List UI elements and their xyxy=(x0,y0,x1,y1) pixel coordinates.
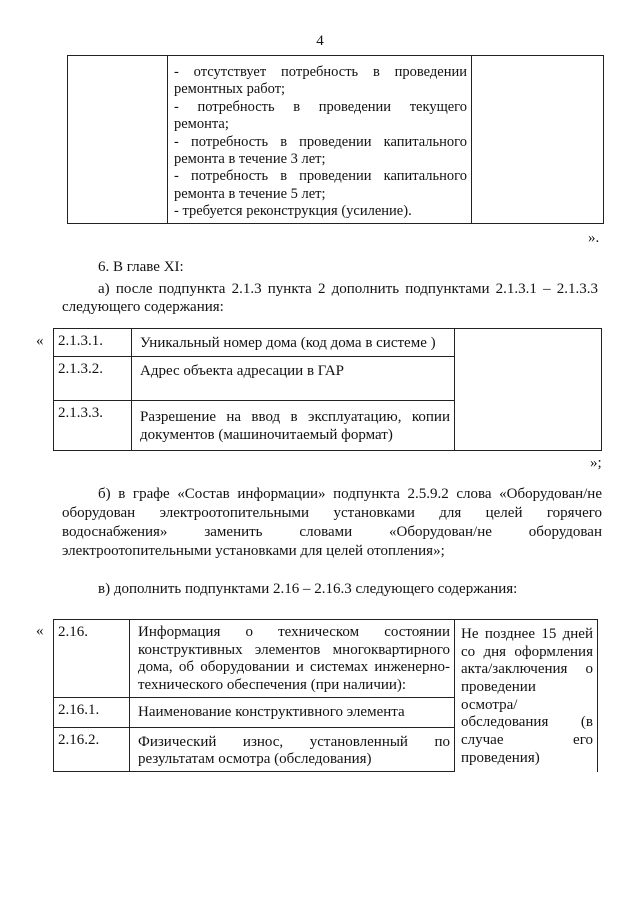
row-text-line: результатам осмотра (обследования) xyxy=(138,751,372,768)
page-number: 4 xyxy=(316,33,324,49)
row-text-line: Разрешение на ввод в эксплуатацию, копии xyxy=(140,409,450,425)
deadline-line: со дня оформления xyxy=(461,643,593,660)
row-text-line: документов (машиночитаемый формат) xyxy=(140,426,393,443)
row-text xyxy=(130,620,455,698)
row-text-line: конструктивных элементов многоквартирного xyxy=(138,641,450,658)
identifiers-table xyxy=(53,328,602,451)
row-number: 2.16. xyxy=(54,620,130,698)
row-number: 2.16.1. xyxy=(54,697,130,727)
row-text-line: Информация о техническом состоянии xyxy=(138,624,450,640)
paragraph-a-line: а) после подпункта 2.1.3 пункта 2 дополнить подпунктами 2.1.3.1 – 2.1.3.3 xyxy=(98,281,598,297)
opening-quote: « xyxy=(36,623,44,639)
paragraph-b-line: водоснабжения» заменить словами «Оборудован/не оборудован xyxy=(62,524,602,540)
closing-quote: »; xyxy=(590,455,602,471)
paragraph-b-line: оборудован электроотопительными установками для целей горячего xyxy=(62,505,602,521)
row-text xyxy=(130,727,455,771)
row-text: Уникальный номер дома (код дома в системе ) xyxy=(132,329,455,357)
list-line: - отсутствует потребность в проведении xyxy=(174,64,467,80)
deadline-line: проведении xyxy=(461,679,536,696)
deadline-line: случае его xyxy=(461,732,593,749)
section-heading: 6. В главе XI: xyxy=(98,259,184,275)
row-number: 2.1.3.1. xyxy=(54,329,132,357)
row-number: 2.16.2. xyxy=(54,727,130,771)
list-line: - потребность в проведении капитального xyxy=(174,133,467,150)
paragraph-b-line: б) в графе «Состав информации» подпункта 2.5.9.2 слова «Оборудован/не xyxy=(98,486,602,502)
table-cell-empty-right xyxy=(455,329,602,451)
row-number: 2.1.3.2. xyxy=(54,357,132,401)
deadline-line: проведения) xyxy=(461,749,540,766)
list-line: - требуется реконструкция (усиление). xyxy=(174,203,412,220)
row-text xyxy=(130,697,455,727)
closing-quote: ». xyxy=(588,230,600,246)
paragraph-c: в) дополнить подпунктами 2.16 – 2.16.3 следующего содержания: xyxy=(98,581,518,597)
row-text-line: Физический износ, установленный по xyxy=(138,733,450,750)
table-cell-condition-list xyxy=(168,56,472,224)
deadline-line: акта/заключения о xyxy=(461,661,593,678)
deadline-line: обследования (в xyxy=(461,714,593,731)
deadline-line: осмотра/ xyxy=(461,696,518,713)
table-cell-empty-left xyxy=(68,56,168,224)
continuation-table xyxy=(67,55,604,224)
technical-state-table xyxy=(53,619,598,772)
list-line: ремонтных работ; xyxy=(174,81,286,98)
row-text-line: Наименование конструктивного элемента xyxy=(138,703,405,720)
row-text: Адрес объекта адресации в ГАР xyxy=(132,357,455,401)
row-text-line: технического обеспечения (при наличии): xyxy=(138,677,407,694)
list-line: ремонта в течение 3 лет; xyxy=(174,150,326,167)
list-line: - потребность в проведении текущего xyxy=(174,98,467,115)
table-cell-empty-right xyxy=(472,56,604,224)
list-line: ремонта; xyxy=(174,116,229,133)
list-line: ремонта в течение 5 лет; xyxy=(174,185,326,202)
row-text xyxy=(132,401,455,451)
deadline-cell xyxy=(455,620,598,772)
paragraph-a-line: следующего содержания: xyxy=(62,299,224,315)
deadline-line: Не позднее 15 дней xyxy=(461,626,593,642)
row-number: 2.1.3.3. xyxy=(54,401,132,451)
opening-quote: « xyxy=(36,333,44,349)
row-text-line: дома, об оборудовании и системах инженерно- xyxy=(138,659,450,676)
paragraph-b-line: электроотопительными установками для целей отопления»; xyxy=(62,543,445,559)
list-line: - потребность в проведении капитального xyxy=(174,168,467,185)
